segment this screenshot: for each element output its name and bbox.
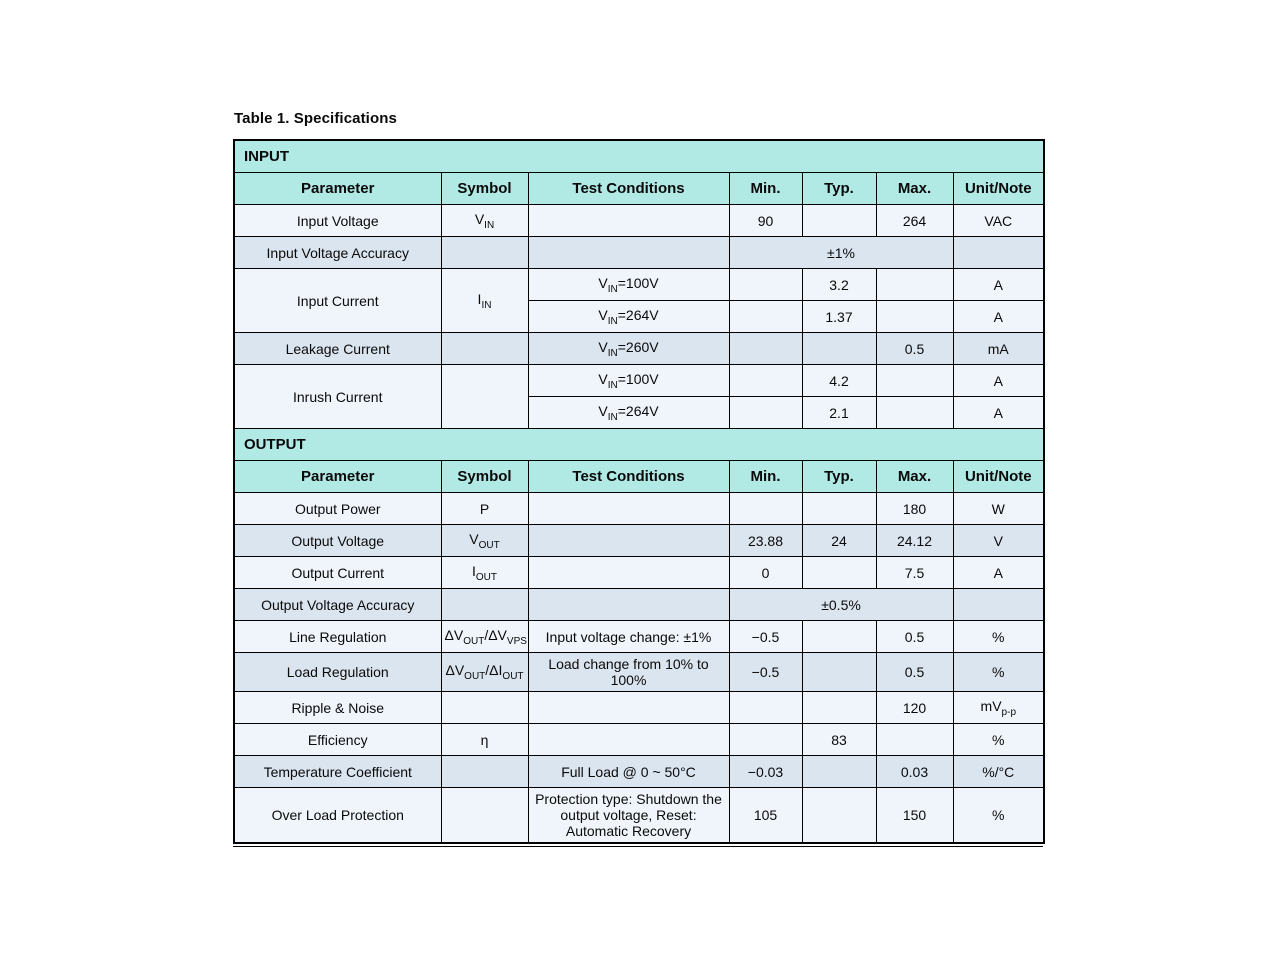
cell: Output Current — [234, 557, 441, 589]
table-row — [234, 269, 1044, 301]
table-row — [234, 365, 1044, 397]
column-header-test-conditions: Test Conditions — [528, 461, 729, 493]
cell — [953, 589, 1044, 621]
column-header-parameter: Parameter — [234, 173, 441, 205]
cell: %/°C — [953, 756, 1044, 788]
column-header-max-: Max. — [876, 173, 953, 205]
cell: $V_{IN}$ — [441, 205, 528, 237]
cell: Line Regulation — [234, 621, 441, 653]
cell: ±0.5% — [729, 589, 953, 621]
table-row — [234, 237, 1044, 269]
cell — [729, 692, 802, 724]
table-bottom-rule — [233, 846, 1043, 847]
cell — [729, 397, 802, 429]
cell: % — [953, 724, 1044, 756]
cell: Temperature Coefficient — [234, 756, 441, 788]
cell — [729, 301, 802, 333]
cell: Full Load @ 0 ~ 50°C — [528, 756, 729, 788]
table-row — [234, 621, 1044, 653]
cell: Load change from 10% to 100% — [528, 653, 729, 692]
cell: 180 — [876, 493, 953, 525]
cell: $\Delta V_{OUT}/\Delta I_{OUT}$ — [441, 653, 528, 692]
cell: −0.5 — [729, 653, 802, 692]
table-row — [234, 788, 1044, 844]
cell: 120 — [876, 692, 953, 724]
cell: $I_{IN}$ — [441, 269, 528, 333]
cell: W — [953, 493, 1044, 525]
column-header-unit-note: Unit/Note — [953, 461, 1044, 493]
cell: 264 — [876, 205, 953, 237]
cell — [802, 788, 876, 844]
cell: $V_{IN}=260V$ — [528, 333, 729, 365]
cell — [729, 269, 802, 301]
cell: Ripple & Noise — [234, 692, 441, 724]
table-row — [234, 525, 1044, 557]
cell: 90 — [729, 205, 802, 237]
specifications-table — [233, 139, 1045, 844]
cell: $\Delta V_{OUT}/\Delta V_{VPS}$ — [441, 621, 528, 653]
cell: Inrush Current — [234, 365, 441, 429]
cell — [876, 269, 953, 301]
cell — [729, 724, 802, 756]
cell — [528, 557, 729, 589]
cell — [802, 692, 876, 724]
cell — [528, 237, 729, 269]
cell: Output Voltage Accuracy — [234, 589, 441, 621]
table-row — [234, 205, 1044, 237]
cell — [528, 724, 729, 756]
cell — [528, 493, 729, 525]
cell — [441, 788, 528, 844]
cell: VAC — [953, 205, 1044, 237]
table-row — [234, 557, 1044, 589]
column-header-parameter: Parameter — [234, 461, 441, 493]
cell — [729, 333, 802, 365]
table-row — [234, 333, 1044, 365]
cell: 1.37 — [802, 301, 876, 333]
cell: $I_{OUT}$ — [441, 557, 528, 589]
cell — [802, 653, 876, 692]
cell: A — [953, 557, 1044, 589]
table-row — [234, 724, 1044, 756]
cell: ±1% — [729, 237, 953, 269]
cell: Input Voltage Accuracy — [234, 237, 441, 269]
cell: Leakage Current — [234, 333, 441, 365]
cell — [876, 365, 953, 397]
cell: 23.88 — [729, 525, 802, 557]
cell — [729, 365, 802, 397]
table-row — [234, 589, 1044, 621]
table-row — [234, 692, 1044, 724]
specifications-table-body — [234, 140, 1044, 843]
cell: $V_{IN}=100V$ — [528, 365, 729, 397]
table-row — [234, 493, 1044, 525]
cell: Protection type: Shutdown the output voltage, Reset: Automatic Recovery — [528, 788, 729, 844]
cell — [441, 237, 528, 269]
cell: $V_{IN}=264V$ — [528, 397, 729, 429]
cell: 105 — [729, 788, 802, 844]
cell — [441, 333, 528, 365]
cell — [528, 205, 729, 237]
column-header-symbol: Symbol — [441, 173, 528, 205]
cell: mA — [953, 333, 1044, 365]
section-header-input: INPUT — [234, 140, 1044, 173]
cell: % — [953, 788, 1044, 844]
cell — [802, 557, 876, 589]
cell: 0 — [729, 557, 802, 589]
cell — [441, 756, 528, 788]
cell: η — [441, 724, 528, 756]
cell — [802, 621, 876, 653]
page-title: Table 1. Specifications — [234, 110, 397, 127]
cell: $V_{IN}=100V$ — [528, 269, 729, 301]
column-header-typ-: Typ. — [802, 173, 876, 205]
cell: $V_{IN}=264V$ — [528, 301, 729, 333]
cell: 2.1 — [802, 397, 876, 429]
cell: −0.03 — [729, 756, 802, 788]
cell — [876, 301, 953, 333]
cell: 24 — [802, 525, 876, 557]
cell — [876, 397, 953, 429]
cell: Efficiency — [234, 724, 441, 756]
cell: Input Voltage — [234, 205, 441, 237]
cell: 0.5 — [876, 653, 953, 692]
table-row — [234, 653, 1044, 692]
cell: A — [953, 397, 1044, 429]
cell: 0.5 — [876, 333, 953, 365]
cell: Output Voltage — [234, 525, 441, 557]
column-header-symbol: Symbol — [441, 461, 528, 493]
table-row — [234, 756, 1044, 788]
cell: $V_{OUT}$ — [441, 525, 528, 557]
cell: −0.5 — [729, 621, 802, 653]
cell: A — [953, 301, 1044, 333]
section-header-output: OUTPUT — [234, 429, 1044, 461]
column-header-test-conditions: Test Conditions — [528, 173, 729, 205]
cell — [729, 493, 802, 525]
cell — [528, 589, 729, 621]
cell: A — [953, 365, 1044, 397]
cell: 150 — [876, 788, 953, 844]
cell: V — [953, 525, 1044, 557]
cell — [802, 333, 876, 365]
cell: % — [953, 653, 1044, 692]
column-header-typ-: Typ. — [802, 461, 876, 493]
cell — [441, 589, 528, 621]
cell: Load Regulation — [234, 653, 441, 692]
cell: $mV_{p-p}$ — [953, 692, 1044, 724]
cell — [802, 205, 876, 237]
cell: 4.2 — [802, 365, 876, 397]
cell — [528, 525, 729, 557]
cell: 24.12 — [876, 525, 953, 557]
cell: Input voltage change: ±1% — [528, 621, 729, 653]
cell: A — [953, 269, 1044, 301]
column-header-min-: Min. — [729, 173, 802, 205]
cell — [441, 365, 528, 429]
column-header-max-: Max. — [876, 461, 953, 493]
cell: 7.5 — [876, 557, 953, 589]
cell: 3.2 — [802, 269, 876, 301]
cell: 0.03 — [876, 756, 953, 788]
cell — [441, 692, 528, 724]
cell — [876, 724, 953, 756]
cell: Output Power — [234, 493, 441, 525]
cell — [528, 692, 729, 724]
cell: % — [953, 621, 1044, 653]
column-header-unit-note: Unit/Note — [953, 173, 1044, 205]
cell — [802, 756, 876, 788]
cell — [802, 493, 876, 525]
cell: Over Load Protection — [234, 788, 441, 844]
spec-document — [233, 110, 1043, 847]
cell: Input Current — [234, 269, 441, 333]
cell: P — [441, 493, 528, 525]
column-header-min-: Min. — [729, 461, 802, 493]
cell: 83 — [802, 724, 876, 756]
cell — [953, 237, 1044, 269]
cell: 0.5 — [876, 621, 953, 653]
